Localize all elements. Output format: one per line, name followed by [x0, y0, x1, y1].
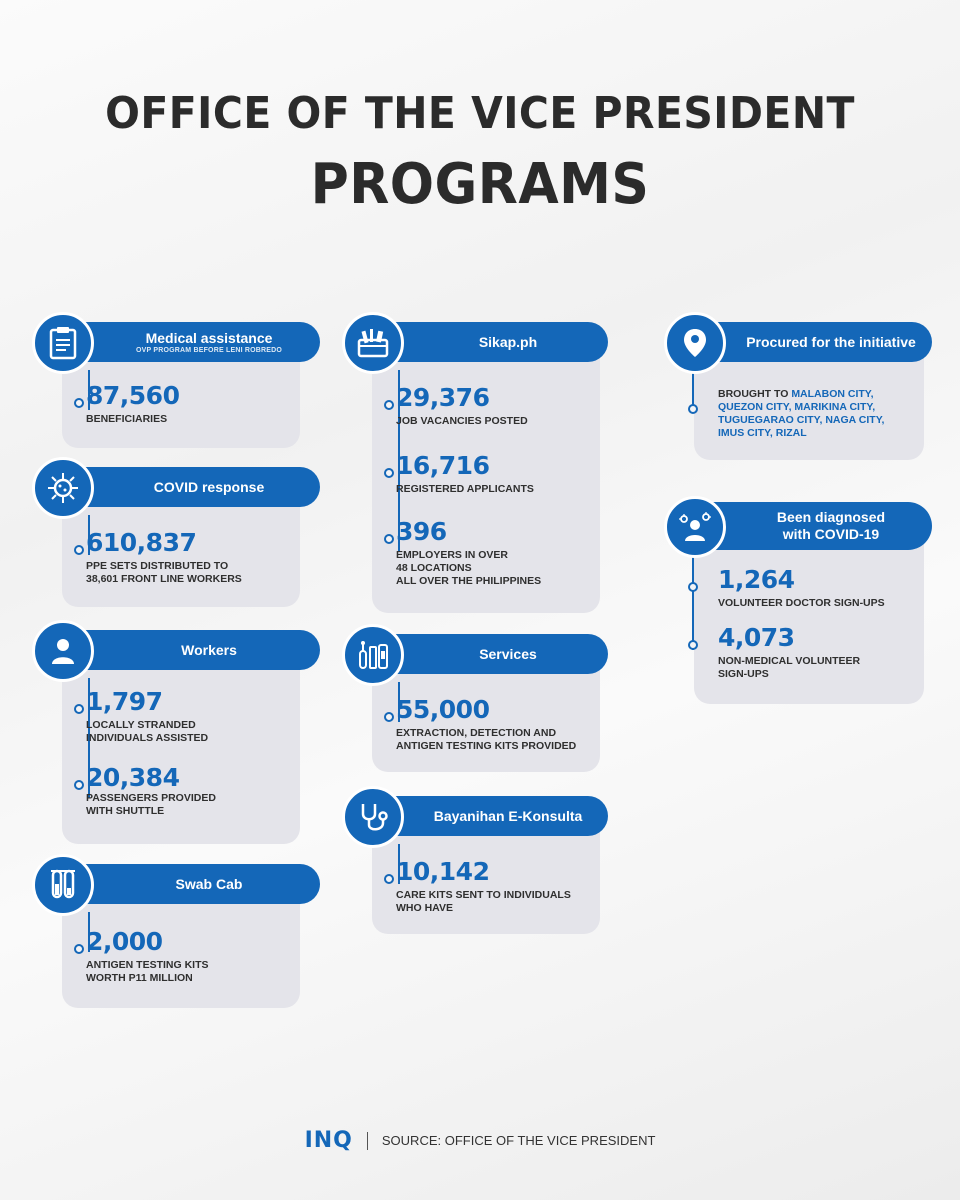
card-header-label: Services: [479, 645, 537, 662]
card-header: [692, 322, 932, 362]
card-medical-assistance: [30, 310, 292, 450]
stat-number: 1,797: [86, 687, 163, 716]
stat-number: 29,376: [396, 383, 490, 412]
location-pin-icon: [664, 312, 726, 374]
stat-number: 4,073: [718, 623, 795, 652]
card-header-label: Bayanihan E-Konsulta: [433, 807, 583, 824]
stat-dot: [384, 534, 394, 544]
stat: [718, 388, 884, 440]
card-header-label: with COVID-19: [782, 526, 880, 542]
stat-desc: EXTRACTION, DETECTION AND ANTIGEN TESTING KITS PROVIDED: [396, 727, 577, 752]
person-icon: [32, 620, 94, 682]
inq-logo: INQ: [304, 1128, 353, 1153]
stat-number: 610,837: [86, 528, 197, 557]
stat: [396, 858, 571, 915]
card-header-label: COVID response: [153, 478, 265, 495]
card-header-sub: OVP PROGRAM BEFORE LENI ROBREDO: [135, 346, 283, 354]
clipboard-icon: [32, 312, 94, 374]
stat: [86, 688, 208, 745]
card-header: [60, 467, 320, 507]
stat-dot: [74, 944, 84, 954]
stat-dot: [384, 468, 394, 478]
lab-kit-icon: [342, 624, 404, 686]
stat-desc: BENEFICIARIES: [86, 413, 168, 425]
test-tubes-icon: [32, 854, 94, 916]
stat-number: 10,142: [396, 857, 490, 886]
card-header: [60, 864, 320, 904]
stat: [86, 928, 209, 985]
card-workers: [30, 618, 292, 846]
stat: [86, 382, 179, 426]
stat-number: 16,716: [396, 451, 490, 480]
stat: [396, 452, 534, 496]
stat: [718, 624, 860, 681]
stat-number: 2,000: [86, 927, 163, 956]
title-line-1: OFFICE OF THE VICE PRESIDENT: [105, 88, 855, 139]
stat-dot: [384, 874, 394, 884]
stat-desc: BROUGHT TO MALABON CITY, QUEZON CITY, MARIKINA CITY, TUGUEGARAO CITY, NAGA CITY, IMUS CITY, RIZAL: [718, 388, 885, 439]
stat-dot: [384, 712, 394, 722]
virus-icon: [32, 457, 94, 519]
card-header-label: Medical assistance: [145, 329, 273, 346]
stat-desc: PPE SETS DISTRIBUTED TO 38,601 FRONT LINE WORKERS: [86, 560, 242, 585]
card-been-diagnosed: [662, 494, 934, 706]
card-header-label: Procured for the initiative: [746, 333, 916, 350]
stat: [396, 384, 528, 428]
stat-dot: [74, 545, 84, 555]
card-header-label: Sikap.ph: [478, 333, 538, 350]
person-virus-icon: [664, 496, 726, 558]
card-header: [692, 502, 932, 550]
stethoscope-icon: [342, 786, 404, 848]
stat-number: 1,264: [718, 565, 795, 594]
footer: [0, 1128, 960, 1153]
stat-desc: JOB VACANCIES POSTED: [396, 415, 528, 427]
stat-desc: ANTIGEN TESTING KITS WORTH P11 MILLION: [86, 959, 209, 984]
stat: [86, 529, 242, 586]
card-header-label: Workers: [181, 641, 237, 658]
stat-dot: [688, 404, 698, 414]
stat-dot: [688, 582, 698, 592]
title-line-2: PROGRAMS: [310, 152, 650, 217]
stat-desc: LOCALLY STRANDED INDIVIDUALS ASSISTED: [86, 719, 209, 744]
card-header: [60, 630, 320, 670]
footer-divider: [367, 1132, 368, 1150]
card-covid-response: [30, 455, 292, 610]
card-header: [370, 634, 608, 674]
card-swab-cab: [30, 852, 292, 1012]
stat-desc: PASSENGERS PROVIDED WITH SHUTTLE: [86, 792, 216, 817]
card-sikap-ph: [340, 310, 610, 615]
stat-number: 55,000: [396, 695, 490, 724]
toolbox-icon: [342, 312, 404, 374]
stat-desc: VOLUNTEER DOCTOR SIGN-UPS: [718, 597, 885, 609]
card-header-label: Swab Cab: [175, 875, 243, 892]
stat-desc: REGISTERED APPLICANTS: [396, 483, 534, 495]
stat-dot: [74, 780, 84, 790]
source-credit: SOURCE: OFFICE OF THE VICE PRESIDENT: [381, 1133, 656, 1148]
stat-desc: CARE KITS SENT TO INDIVIDUALS WHO HAVE: [396, 889, 571, 914]
stat-number: 87,560: [86, 381, 180, 410]
card-procured: [662, 310, 934, 462]
card-header: [370, 796, 608, 836]
stat-dot: [74, 704, 84, 714]
card-header-label: Been diagnosed: [776, 509, 886, 525]
stat-dot: [688, 640, 698, 650]
stat-number: 20,384: [86, 763, 180, 792]
card-bayanihan-e-konsulta: [340, 784, 610, 936]
card-header: [370, 322, 608, 362]
stat-number: 396: [396, 517, 447, 546]
stat-desc: EMPLOYERS IN OVER 48 LOCATIONS ALL OVER THE PHILIPPINES: [396, 549, 542, 587]
stat: [86, 764, 216, 818]
stat-dot: [74, 398, 84, 408]
stat-desc: NON-MEDICAL VOLUNTEER SIGN-UPS: [718, 655, 861, 680]
card-services: [340, 622, 610, 774]
card-header: [60, 322, 320, 362]
stat: [396, 696, 576, 753]
stat-dot: [384, 400, 394, 410]
stat: [718, 566, 885, 610]
stat: [396, 518, 541, 588]
